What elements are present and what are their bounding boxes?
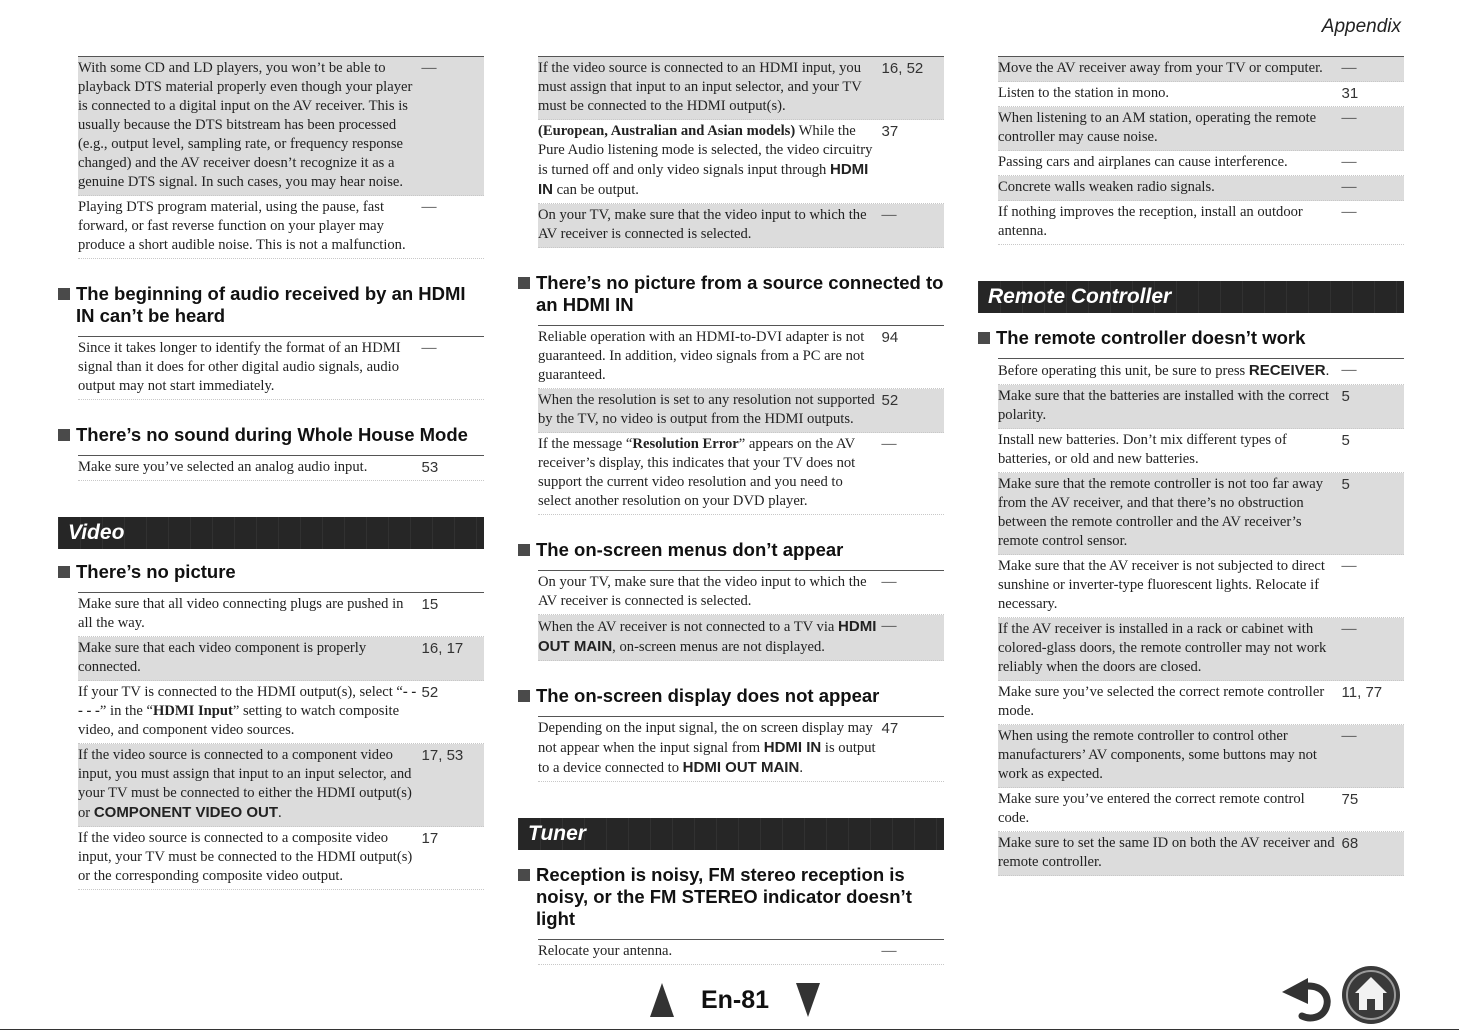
table-row: When using the remote controller to control other manufacturers’ AV components, some buttons may not work as expected. — — [998, 725, 1404, 788]
bullet-square-icon — [518, 544, 530, 556]
table-row: When the AV receiver is not connected to a TV via HDMI OUT MAIN, on-screen menus are not displayed. — — [538, 615, 944, 661]
table-row: Make sure that the remote controller is not too far away from the AV receiver, and that there’s no obstruction between the remote controller and the AV receiver’s remote control sensor. 5 — [998, 473, 1404, 555]
table-row: If the message “Resolution Error” appears on the AV receiver’s display, this indicates that your TV does not support the current video resolution and you need to select another resolution on your DVD player. — — [538, 433, 944, 515]
table-row: Make sure to set the same ID on both the AV receiver and remote controller. 68 — [998, 832, 1404, 876]
section-heading: Reception is noisy, FM stereo reception is noisy, or the FM STEREO indicator doesn’t light — [518, 864, 944, 930]
page-link[interactable]: 68 — [1341, 835, 1359, 852]
table-row: Make sure that the AV receiver is not subjected to direct sunshine or inverter-type fluorescent lights. Relocate if necessary. — — [998, 555, 1404, 618]
troubleshooting-table — [78, 336, 484, 400]
bullet-square-icon — [978, 332, 990, 344]
table-row: Listen to the station in mono. 31 — [998, 82, 1404, 107]
bullet-square-icon — [518, 869, 530, 881]
table-row: If nothing improves the reception, install an outdoor antenna. — — [998, 201, 1404, 245]
page-link[interactable]: 5 — [1341, 432, 1350, 449]
page-link[interactable]: 15 — [421, 596, 439, 613]
table-row: On your TV, make sure that the video input to which the AV receiver is connected is selected. — — [538, 204, 944, 248]
table-row: Playing DTS program material, using the pause, fast forward, or fast reverse function on your player may produce a short audible noise. This is not a malfunction. — — [78, 196, 484, 259]
troubleshooting-table — [538, 56, 944, 248]
bullet-square-icon — [58, 566, 70, 578]
page-link[interactable]: 94 — [881, 329, 899, 346]
section-banner-video: Video — [58, 517, 484, 549]
page-link[interactable]: 5 — [1341, 388, 1350, 405]
page-link[interactable]: 53 — [421, 459, 439, 476]
bullet-square-icon — [518, 277, 530, 289]
section-heading: The beginning of audio received by an HDMI IN can’t be heard — [58, 283, 484, 327]
troubleshooting-table — [998, 358, 1404, 876]
bullet-square-icon — [58, 288, 70, 300]
table-row: Passing cars and airplanes can cause interference. — — [998, 151, 1404, 176]
troubleshooting-table — [78, 455, 484, 481]
page-link[interactable]: 75 — [1341, 791, 1359, 808]
section-banner-remote-controller: Remote Controller — [978, 281, 1404, 313]
page-navigation — [650, 980, 820, 1020]
troubleshooting-table — [538, 716, 944, 782]
page-link[interactable]: 37 — [881, 123, 899, 140]
bullet-square-icon — [518, 690, 530, 702]
troubleshooting-table — [78, 592, 484, 890]
section-heading: There’s no picture — [58, 561, 484, 583]
table-row: Make sure that all video connecting plugs are pushed in all the way. 15 — [78, 593, 484, 637]
table-row: On your TV, make sure that the video input to which the AV receiver is connected is selected. — — [538, 571, 944, 615]
page-link[interactable]: 31 — [1341, 85, 1359, 102]
table-row: Make sure you’ve entered the correct remote control code. 75 — [998, 788, 1404, 832]
table-row: If the video source is connected to an HDMI input, you must assign that input to an input selector, and your TV must be connected to the HDMI output(s). 16, 52 — [538, 57, 944, 120]
back-arrow-icon[interactable] — [1278, 978, 1336, 1022]
page-link[interactable]: 52 — [421, 684, 439, 701]
bottom-rule — [0, 1029, 1459, 1030]
table-row: Make sure that the batteries are installed with the correct polarity. 5 — [998, 385, 1404, 429]
column-1 — [58, 56, 484, 890]
table-row: Depending on the input signal, the on screen display may not appear when the input signal from HDMI IN is output to a device connected to HDMI OUT MAIN. 47 — [538, 717, 944, 782]
troubleshooting-table — [538, 570, 944, 661]
column-2 — [518, 56, 944, 965]
table-row: If the video source is connected to a composite video input, your TV must be connected to the HDMI output(s) or the corresponding composite video output. 17 — [78, 827, 484, 890]
table-row: If the AV receiver is installed in a rack or cabinet with colored-glass doors, the remote controller may not work reliably when the doors are closed. — — [998, 618, 1404, 681]
table-row: When listening to an AM station, operating the remote controller may cause noise. — — [998, 107, 1404, 151]
table-row: Make sure that each video component is properly connected. 16, 17 — [78, 637, 484, 681]
previous-page-icon[interactable] — [650, 983, 674, 1017]
section-heading: There’s no picture from a source connected to an HDMI IN — [518, 272, 944, 316]
page-link[interactable]: 47 — [881, 720, 899, 737]
page-link[interactable]: 17, 53 — [421, 747, 464, 764]
next-page-icon[interactable] — [796, 983, 820, 1017]
page-link[interactable]: 52 — [881, 392, 899, 409]
table-row: With some CD and LD players, you won’t be able to playback DTS material properly even though your player is connected to a digital input on the AV receiver. This is usually because the DTS bitstream has been processed (e.g., output level, sampling rate, or frequency response changed) and the AV receiver doesn’t recognize it as a genuine DTS signal. In such cases, you may hear noise. — — [78, 57, 484, 196]
table-row: Install new batteries. Don’t mix different types of batteries, or old and new batteries. 5 — [998, 429, 1404, 473]
table-row: Move the AV receiver away from your TV or computer. — — [998, 57, 1404, 82]
home-icon[interactable] — [1340, 964, 1402, 1026]
page-link[interactable]: 16, 17 — [421, 640, 464, 657]
table-row: Before operating this unit, be sure to press RECEIVER. — — [998, 359, 1404, 385]
table-row: Make sure you’ve selected an analog audio input. 53 — [78, 456, 484, 481]
table-row: If your TV is connected to the HDMI output(s), select “- - - - -” in the “HDMI Input” setting to watch composite video, and component video sources. 52 — [78, 681, 484, 744]
table-row: (European, Australian and Asian models) While the Pure Audio listening mode is selected, the video circuitry is turned off and only video signals input through HDMI IN can be output. 37 — [538, 120, 944, 204]
table-row: Make sure you’ve selected the correct remote controller mode. 11, 77 — [998, 681, 1404, 725]
section-heading: The on-screen display does not appear — [518, 685, 944, 707]
section-heading: There’s no sound during Whole House Mode — [58, 424, 484, 446]
page-link[interactable]: 11, 77 — [1341, 684, 1383, 701]
table-row: Concrete walls weaken radio signals. — — [998, 176, 1404, 201]
column-3 — [978, 56, 1404, 876]
table-row: Relocate your antenna. — — [538, 940, 944, 965]
table-row: If the video source is connected to a component video input, you must assign that input to an input selector, and your TV must be connected to either the HDMI output(s) or COMPONENT VIDEO OUT. 17, 53 — [78, 744, 484, 827]
section-heading: The on-screen menus don’t appear — [518, 539, 944, 561]
page-number: En-81 — [700, 985, 770, 1014]
table-row: When the resolution is set to any resolution not supported by the TV, no video is output from the HDMI outputs. 52 — [538, 389, 944, 433]
section-banner-tuner: Tuner — [518, 818, 944, 850]
bullet-square-icon — [58, 429, 70, 441]
troubleshooting-table — [998, 56, 1404, 245]
section-header: Appendix — [1321, 16, 1401, 37]
page-link[interactable]: 17 — [421, 830, 439, 847]
nav-icons — [1278, 964, 1404, 1024]
troubleshooting-table — [538, 325, 944, 515]
page-link[interactable]: 5 — [1341, 476, 1350, 493]
troubleshooting-table — [538, 939, 944, 965]
table-row: Reliable operation with an HDMI-to-DVI adapter is not guaranteed. In addition, video signals from a PC are not guaranteed. 94 — [538, 326, 944, 389]
troubleshooting-table — [78, 56, 484, 259]
table-row: Since it takes longer to identify the format of an HDMI signal than it does for other digital audio signals, audio output may not start immediately. — — [78, 337, 484, 400]
section-heading: The remote controller doesn’t work — [978, 327, 1404, 349]
page-link[interactable]: 16, 52 — [881, 60, 924, 77]
